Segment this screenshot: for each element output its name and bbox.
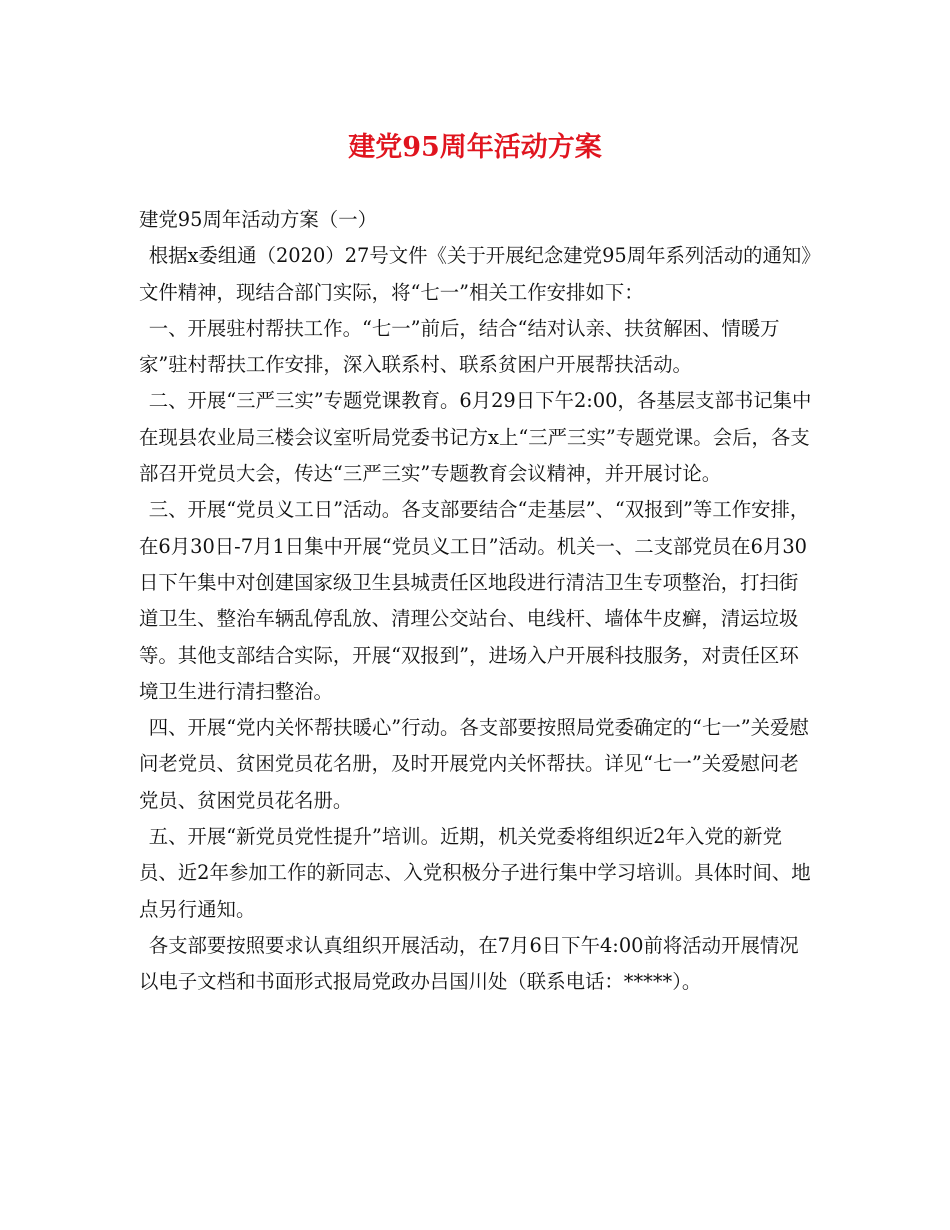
paragraph-item-3: 三、开展“党员义工日”活动。各支部要结合“走基层”、“双报到”等工作安排，在6月30日-7月1日集中开展“党员义工日”活动。机关一、二支部党员在6月30日下午集中对创建国家级卫生县城责任区地段进行清洁卫生专项整治，打扫街道卫生、整治车辆乱停乱放、清理公交站台、电线杆、墙体牛皮癣，清运垃圾等。其他支部结合实际，开展“双报到”，进场入户开展科技服务，对责任区环境卫生进行清扫整治。 bbox=[139, 498, 810, 703]
paragraph-item-1: 一、开展驻村帮扶工作。“七一”前后，结合“结对认亲、扶贫解困、情暖万家”驻村帮扶工作安排，深入联系村、联系贫困户开展帮扶活动。 bbox=[139, 316, 780, 377]
section-subtitle: 建党95周年活动方案（一） bbox=[139, 208, 377, 231]
document-title: 建党95周年活动方案 bbox=[348, 132, 602, 163]
paragraph-item-2: 二、开展“三严三实”专题党课教育。6月29日下午2:00，各基层支部书记集中在现县农业局三楼会议室听局党委书记方x上“三严三实”专题党课。会后，各支部召开党员大会，传达“三严三实”专题教育会议精神，并开展讨论。 bbox=[139, 389, 812, 486]
paragraph-item-5: 五、开展“新党员党性提升”培训。近期，机关党委将组织近2年入党的新党员、近2年参加工作的新同志、入党积极分子进行集中学习培训。具体时间、地点另行通知。 bbox=[139, 825, 811, 921]
document-body bbox=[139, 202, 815, 1001]
paragraph-intro: 根据x委组通（2020）27号文件《关于开展纪念建党95周年系列活动的通知》文件精神，现结合部门实际，将“七一”相关工作安排如下： bbox=[139, 244, 811, 304]
paragraph-item-4: 四、开展“党内关怀帮扶暖心”行动。各支部要按照局党委确定的“七一”关爱慰问老党员、贫困党员花名册，及时开展党内关怀帮扶。详见“七一”关爱慰问老党员、贫困党员花名册。 bbox=[139, 716, 809, 812]
paragraph-closing: 各支部要按照要求认真组织开展活动，在7月6日下午4:00前将活动开展情况以电子文档和书面形式报局党政办吕国川处（联系电话：*****）。 bbox=[139, 933, 799, 994]
